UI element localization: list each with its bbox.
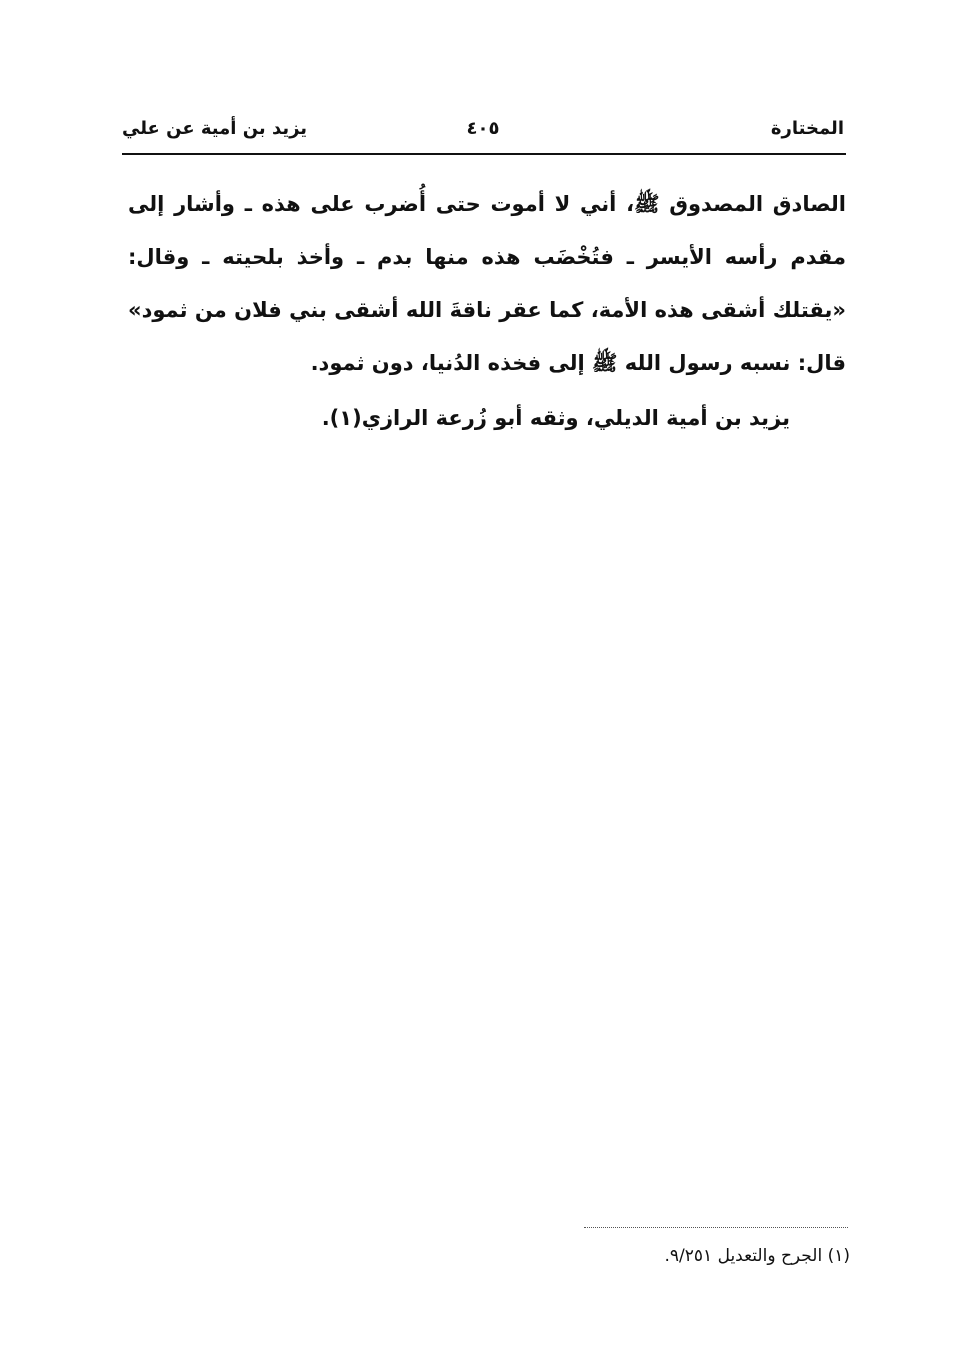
footnote-1: (١) الجرح والتعديل ٩/٢٥١.: [664, 1246, 850, 1266]
page-number: ٤٠٥: [466, 118, 500, 139]
main-text: [128, 178, 846, 445]
footnote-divider: [584, 1227, 848, 1228]
paragraph-1: الصادق المصدوق ﷺ، أني لا أموت حتى أُضرب على هذه ـ وأشار إلى مقدم رأسه الأيسر ـ فتُخْضَب هذه منها بدم ـ وأخذ بلحيته ـ وقال: «يقتلك أشقى هذه الأمة، كما عقر ناقةَ الله أشقى بني فلان من ثمود» قال: نسبه رسول الله ﷺ إلى فخذه الدُنيا، دون ثمود.: [128, 192, 846, 375]
section-title: المختارة: [770, 118, 844, 139]
running-header: [122, 114, 844, 150]
paragraph-2: يزيد بن أمية الديلي، وثقه أبو زُرعة الرازي(١).: [321, 406, 790, 430]
header-divider: [122, 153, 846, 155]
chapter-title: يزيد بن أمية عن علي: [122, 118, 308, 139]
